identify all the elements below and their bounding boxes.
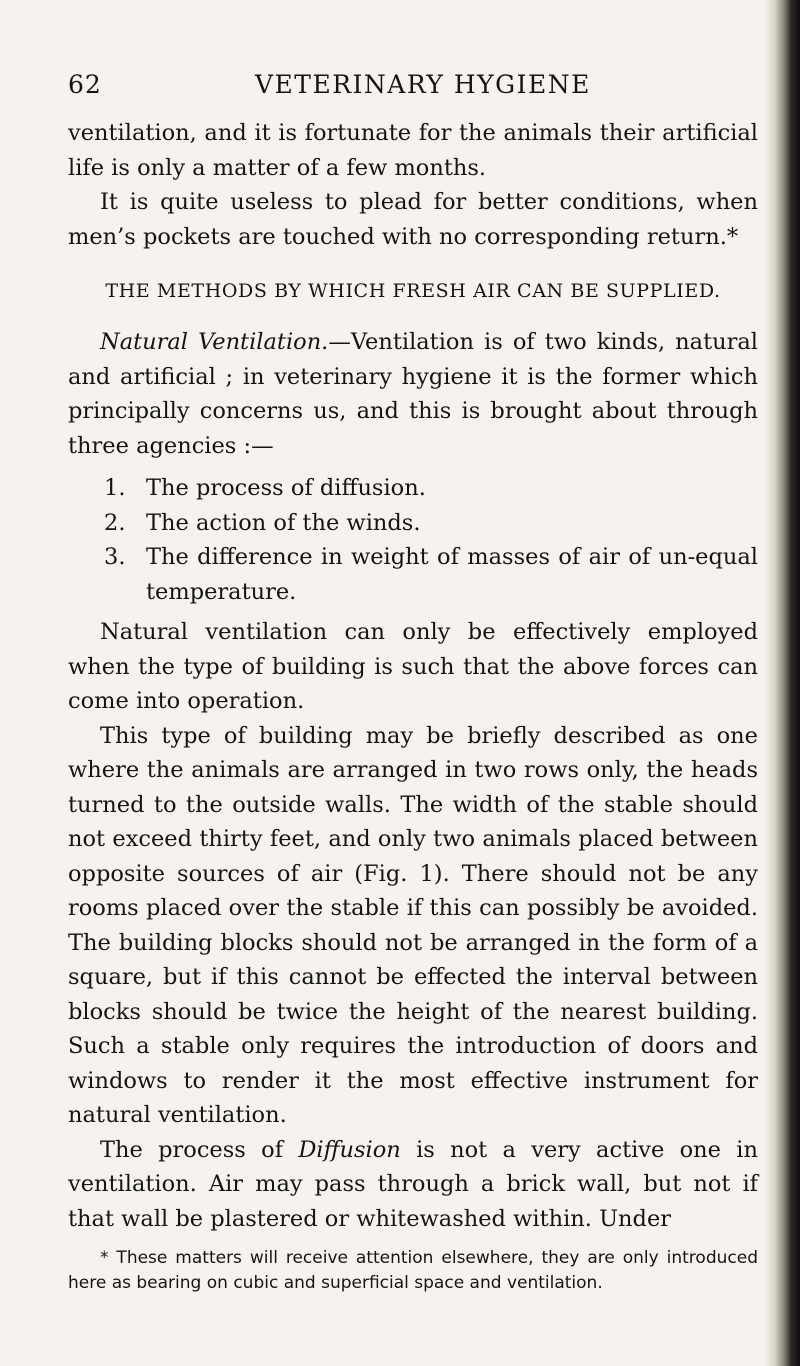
paragraph-natural-ventilation: [68, 325, 758, 463]
paragraph-natural-ventilation-usage: Natural ventilation can only be effectively employed when the type of building is such that the above forces can come into operation.: [68, 619, 758, 714]
list-item-number: 3.: [104, 544, 126, 570]
paragraph-diffusion: [68, 1133, 758, 1237]
page-number: 62: [68, 70, 102, 99]
diffusion-term: Diffusion: [298, 1136, 401, 1163]
list-item: [68, 471, 758, 506]
agencies-list: [68, 471, 758, 609]
diffusion-lead: The process of: [100, 1136, 299, 1163]
section-heading: THE METHODS BY WHICH FRESH AIR CAN BE SUPPLIED.: [105, 280, 721, 302]
footnote-text: These matters will receive attention elsewhere, they are only introduced here as bearing on cubic and superficial space and ventilation.: [68, 1248, 758, 1293]
running-head: [68, 70, 758, 110]
list-item: [68, 506, 758, 541]
natural-ventilation-text: —Ventilation is of two kinds, natural and artificial ; in veterinary hygiene it is the former which principally concerns us, and this is brought about through three agencies :—: [68, 329, 758, 459]
running-title: VETERINARY HYGIENE: [255, 70, 591, 99]
paragraph-pockets: It is quite useless to plead for better conditions, when men’s pockets are touched with no corresponding return.*: [68, 189, 758, 250]
paragraph-building-type: This type of building may be briefly described as one where the animals are arranged in two rows only, the heads turned to the outside walls. The width of the stable should not exceed thirty feet, and only two animals placed between opposite sources of air (Fig. 1). There should not be any rooms placed over the stable if this can possibly be avoided. The building blocks should not be arranged in the form of a square, but if this cannot be effected the interval between blocks should be twice the height of the nearest building. Such a stable only requires the introduction of doors and windows to render it the most effective instrument for natural ventilation.: [68, 722, 758, 1128]
list-item-text: The action of the winds.: [146, 509, 421, 536]
list-item-text: The difference in weight of masses of air of un-equal temperature.: [146, 544, 758, 605]
paragraph-continuation: ventilation, and it is fortunate for the animals their artificial life is only a matter of a few months.: [68, 120, 758, 181]
footnote-marker: *: [100, 1248, 109, 1268]
diffusion-text: is not a very active one in ventilation. Air may pass through a brick wall, but not if that wall be plastered or whitewashed within. Under: [68, 1136, 758, 1232]
list-item: [68, 540, 758, 609]
binding-edge: [764, 0, 800, 1366]
footnote: [68, 1246, 758, 1296]
list-item-number: 1.: [104, 475, 126, 501]
list-item-number: 2.: [104, 509, 126, 536]
body-text: [68, 116, 758, 1296]
list-item-text: The process of diffusion.: [146, 475, 426, 501]
natural-ventilation-heading: Natural Ventilation.: [100, 329, 329, 355]
